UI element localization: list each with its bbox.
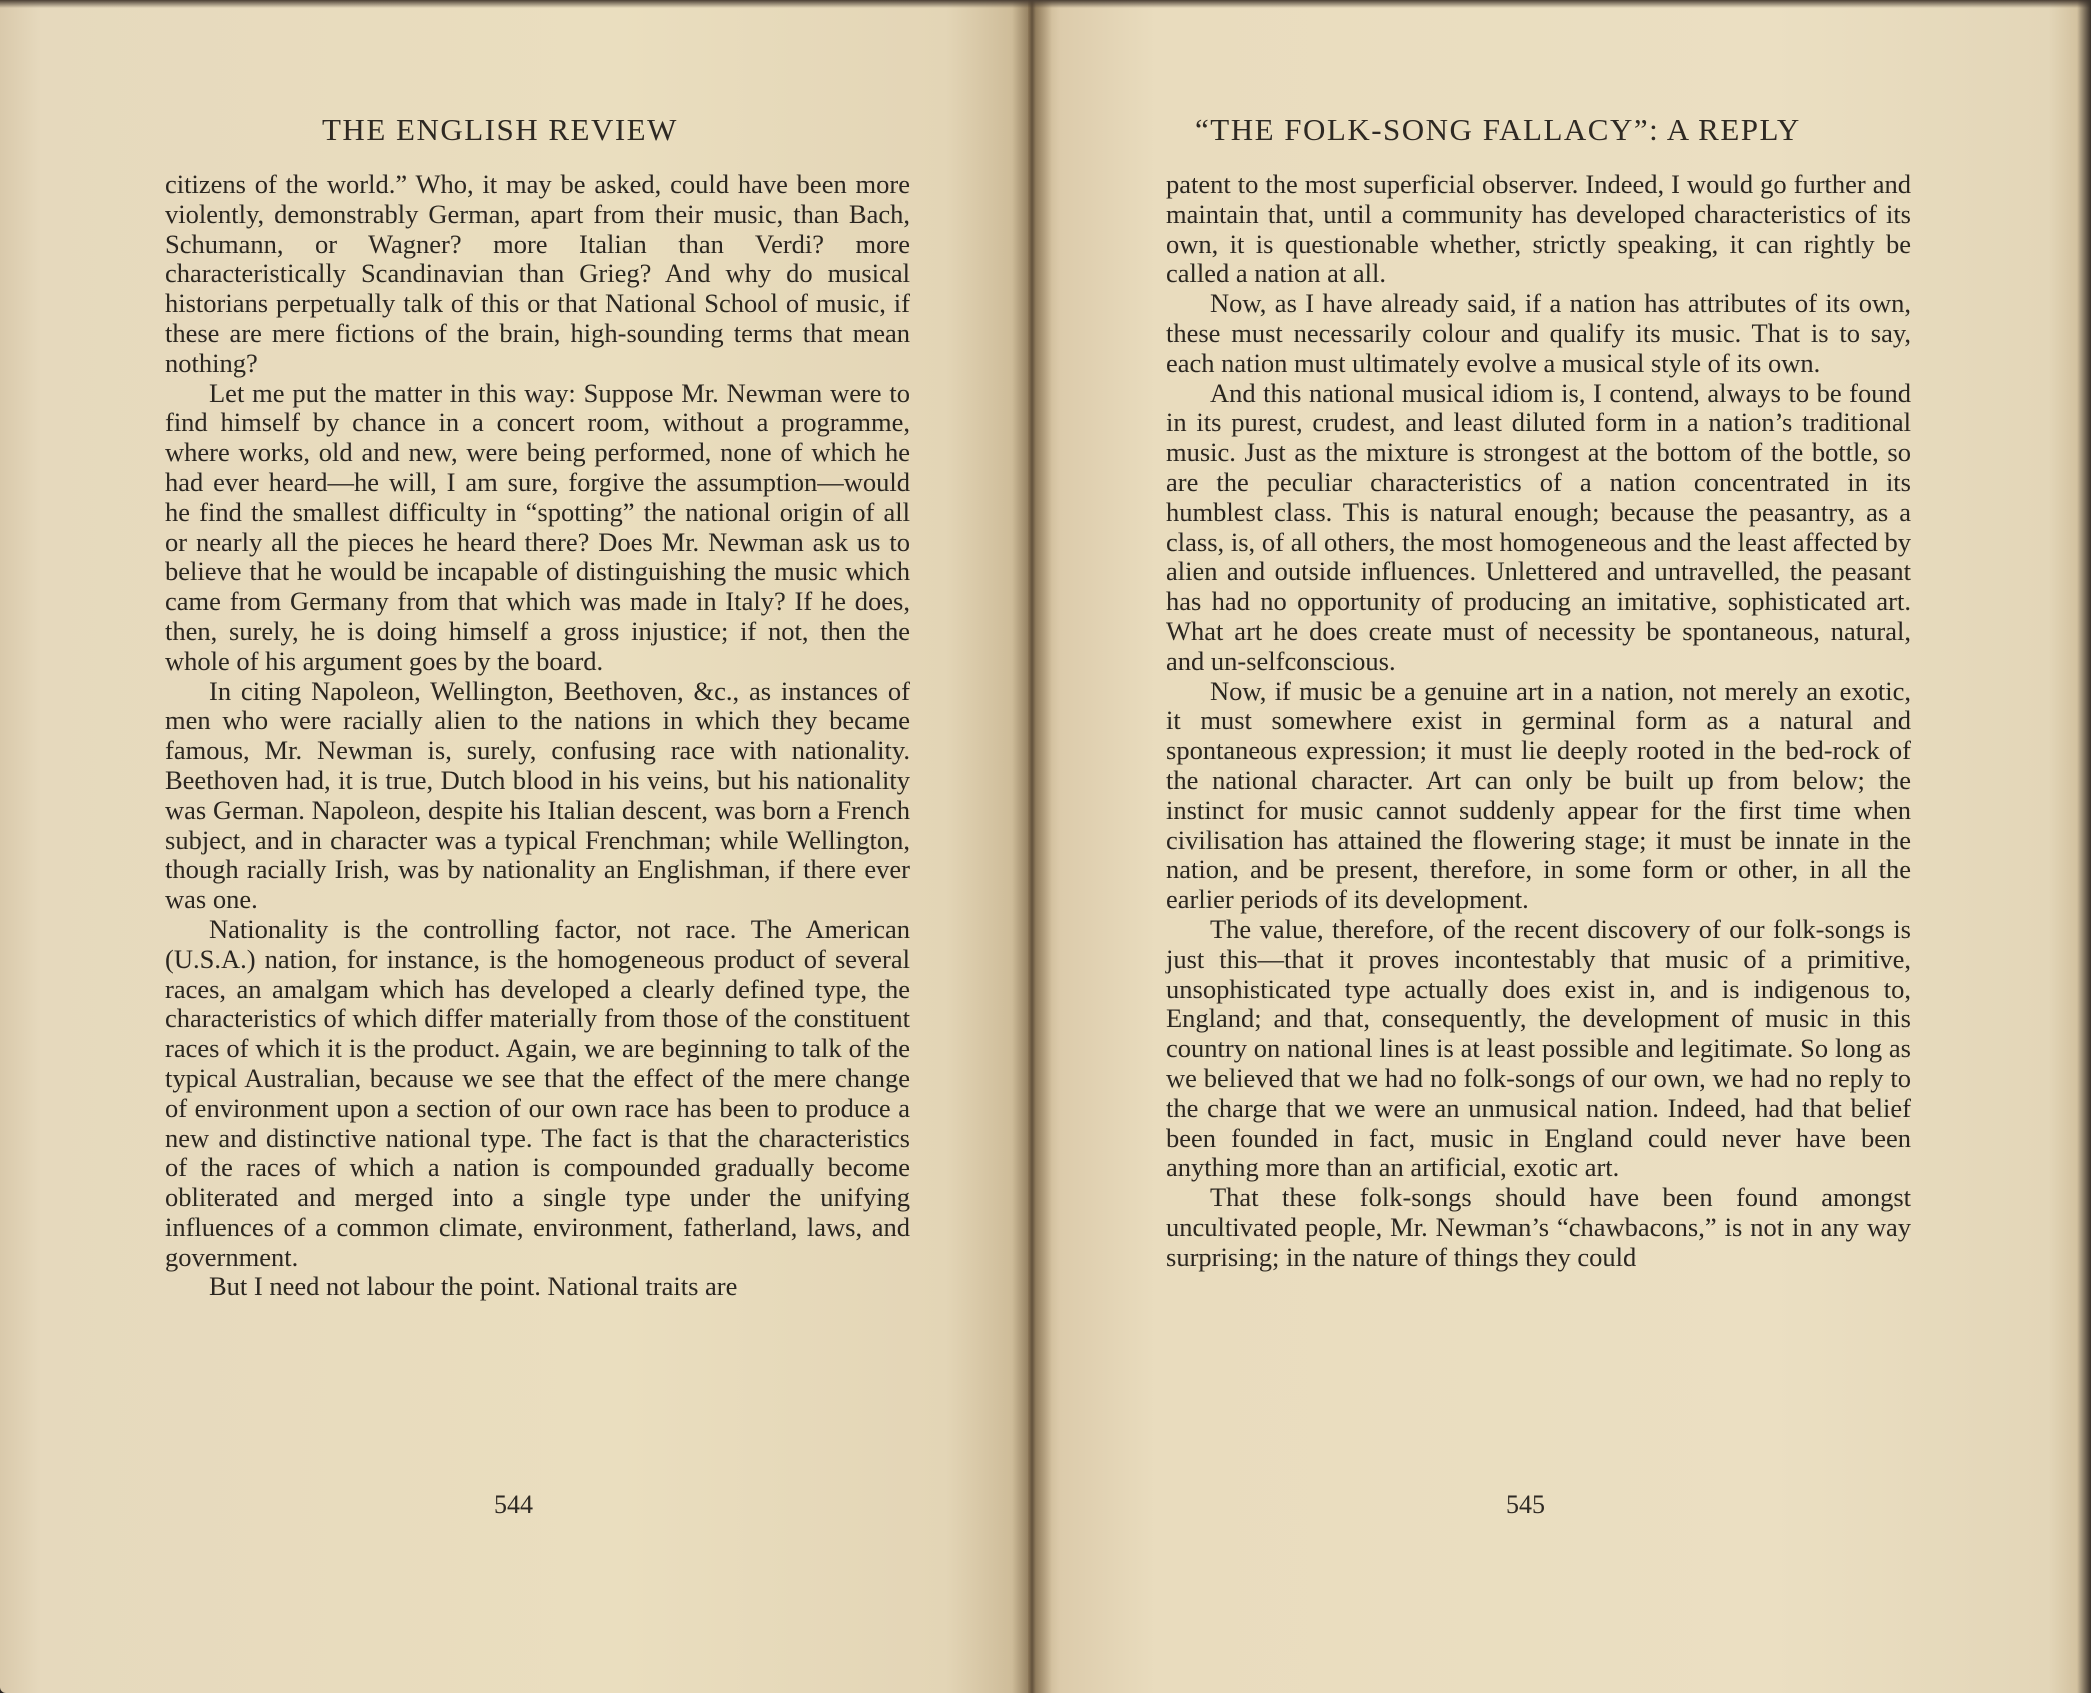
right-page bbox=[1028, 0, 2091, 1693]
page-top-edge bbox=[0, 0, 2091, 8]
book-gutter bbox=[1012, 0, 1052, 1693]
right-page-number: 545 bbox=[1506, 1490, 1545, 1519]
right-paragraph-1: patent to the most superficial observer. Indeed, I would go further and maintain that, until a community has developed characteristics of its own, it is questionable whether, strictly speaking, it can rightly be called a nation at all. bbox=[1166, 169, 1911, 289]
right-running-head: “THE FOLK-SONG FALLACY”: A REPLY bbox=[1195, 112, 1801, 147]
right-paragraph-6: That these folk-songs should have been found amongst uncultivated people, Mr. Newman’s “chawbacons,” is not in any way surprising; in the nature of things they could bbox=[1166, 1182, 1911, 1272]
right-body-text bbox=[1166, 170, 1911, 1272]
left-paragraph-3: In citing Napoleon, Wellington, Beethoven, &c., as instances of men who were racially alien to the nations in which they became famous, Mr. Newman is, surely, confusing race with nationality. Beethoven had, it is true, Dutch blood in his veins, but his nationality was German. Napoleon, despite his Italian descent, was born a French subject, and in character was a typical Frenchman; while Wellington, though racially Irish, was by nationality an Englishman, if there ever was one. bbox=[165, 675, 910, 915]
page-right-edge bbox=[2077, 0, 2091, 1693]
right-paragraph-4: Now, if music be a genuine art in a nation, not merely an exotic, it must somewhere exist in germinal form as a natural and spontaneous expression; it must lie deeply rooted in the bed-rock of the national character. Art can only be built up from below; the instinct for music cannot suddenly appear for the first time when civilisation has attained the flowering stage; it must be innate in the nation, and be present, therefore, in some form or other, in all the earlier periods of its development. bbox=[1166, 675, 1911, 915]
left-body-text bbox=[165, 170, 910, 1302]
left-page-number: 544 bbox=[494, 1490, 533, 1519]
right-paragraph-3: And this national musical idiom is, I contend, always to be found in its purest, crudest, and least diluted form in a nation’s traditional music. Just as the mixture is strongest at the bottom of the bottle, so are the peculiar characteristics of a nation concentrated in its humblest class. This is natural enough; because the peasantry, as a class, is, of all others, the most homogeneous and the least affected by alien and outside influences. Unlettered and untravelled, the peasant has had no opportunity of producing an imitative, sophisticated art. What art he does create must of necessity be spontaneous, natural, and un-selfconscious. bbox=[1166, 377, 1911, 676]
left-paragraph-1: citizens of the world.” Who, it may be asked, could have been more violently, demonstrably German, apart from their music, than Bach, Schumann, or Wagner? more Italian than Verdi? more characteristically Scandinavian than Grieg? And why do musical historians perpetually talk of this or that National School of music, if these are mere fictions of the brain, high-sounding terms that mean nothing? bbox=[165, 169, 910, 378]
left-running-head: THE ENGLISH REVIEW bbox=[322, 112, 678, 147]
left-page bbox=[0, 0, 1028, 1693]
left-paragraph-5: But I need not labour the point. National traits are bbox=[209, 1271, 738, 1302]
right-paragraph-2: Now, as I have already said, if a nation has attributes of its own, these must necessarily colour and qualify its music. That is to say, each nation must ultimately evolve a musical style of its own. bbox=[1166, 288, 1911, 378]
left-paragraph-4: Nationality is the controlling factor, not race. The American (U.S.A.) nation, for instance, is the homogeneous product of several races, an amalgam which has developed a clearly defined type, the characteristics of which differ materially from those of the constituent races of which it is the product. Again, we are beginning to talk of the typical Australian, because we see that the effect of the mere change of environment upon a section of our own race has been to produce a new and distinctive national type. The fact is that the characteristics of the races of which a nation is compounded gradually become obliterated and merged into a single type under the unifying influences of a common climate, environment, fatherland, laws, and government. bbox=[165, 913, 910, 1272]
left-paragraph-2: Let me put the matter in this way: Suppose Mr. Newman were to find himself by chance in a concert room, without a programme, where works, old and new, were being performed, none of which he had ever heard—he will, I am sure, forgive the assumption—would he find the smallest difficulty in “spotting” the national origin of all or nearly all the pieces he heard there? Does Mr. Newman ask us to believe that he would be incapable of distinguishing the music which came from Germany from that which was made in Italy? If he does, then, surely, he is doing himself a gross injustice; if not, then the whole of his argument goes by the board. bbox=[165, 377, 910, 676]
right-paragraph-5: The value, therefore, of the recent discovery of our folk-songs is just this—that it proves incontestably that music of a primitive, unsophisticated type actually does exist in, and is indigenous to, England; and that, consequently, the development of music in this country on national lines is at least possible and legitimate. So long as we believed that we had no folk-songs of our own, we had no reply to the charge that we were an unmusical nation. Indeed, had that belief been founded in fact, music in England could never have been anything more than an artificial, exotic art. bbox=[1166, 913, 1911, 1183]
